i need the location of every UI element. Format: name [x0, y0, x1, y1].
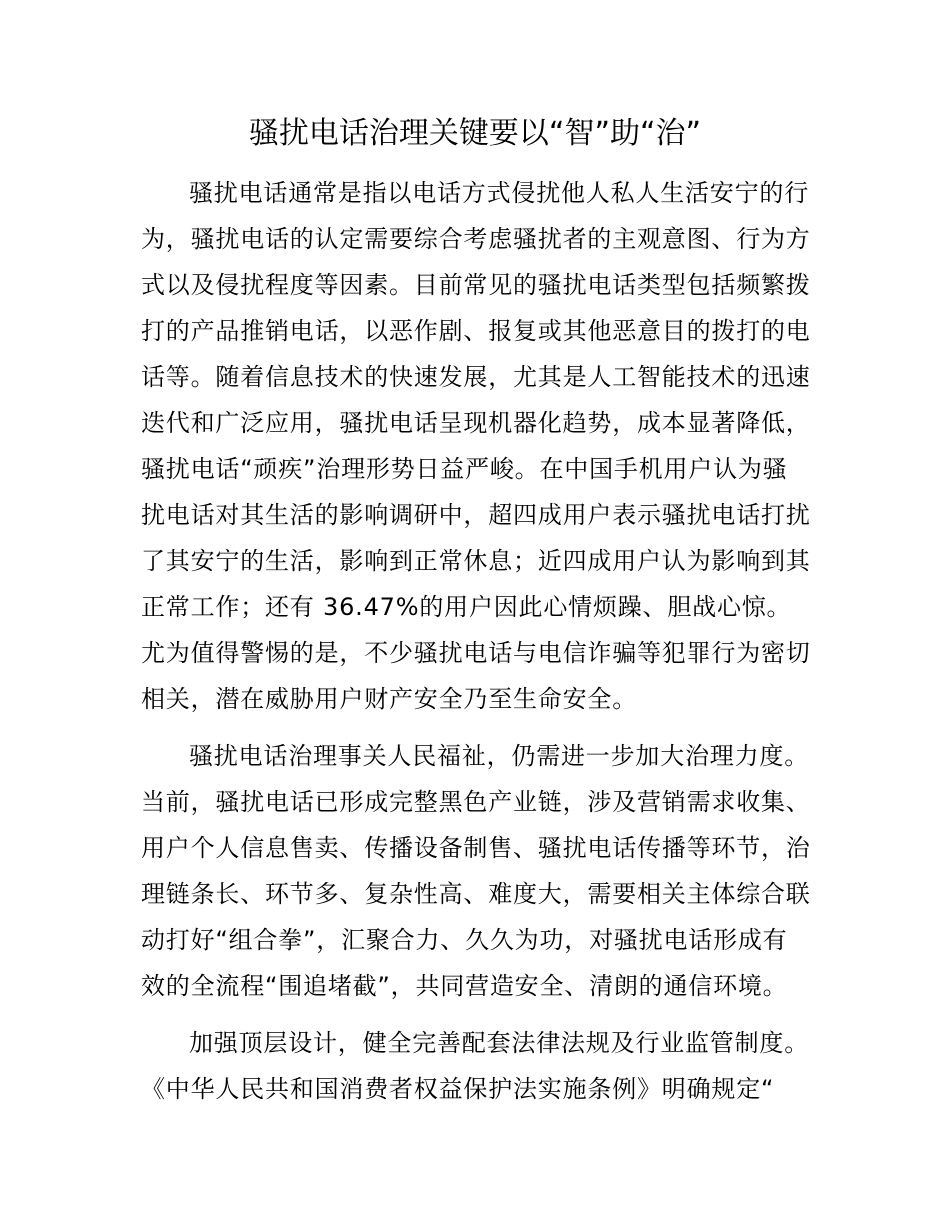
text-line: 尤为值得警惕的是，不少骚扰电话与电信诈骗等犯罪行为密切	[141, 639, 811, 667]
paragraph-3	[141, 1020, 821, 1112]
text-line: 用户个人信息售卖、传播设备制售、骚扰电话传播等环节，治	[141, 834, 811, 862]
text-line: 话等。随着信息技术的快速发展，尤其是人工智能技术的迅速	[141, 363, 811, 391]
text-line: 动打好“组合拳”，汇聚合力、久久为功，对骚扰电话形成有	[141, 926, 788, 954]
text-line: 当前，骚扰电话已形成完整黑色产业链，涉及营销需求收集、	[141, 788, 811, 816]
text-line: 相关，潜在威胁用户财产安全乃至生命安全。	[141, 685, 637, 713]
text-line: 加强顶层设计，健全完善配套法律法规及行业监管制度。	[189, 1029, 809, 1057]
text-line: 打的产品推销电话，以恶作剧、报复或其他恶意目的拨打的电	[141, 317, 811, 345]
document-title: 骚扰电话治理关键要以“智”助“治”	[248, 116, 702, 151]
text-line: 骚扰电话“顽疾”治理形势日益严峻。在中国手机用户认为骚	[141, 455, 788, 483]
text-line: 扰电话对其生活的影响调研中，超四成用户表示骚扰电话打扰	[141, 501, 811, 529]
paragraph-1	[141, 170, 821, 722]
text-line: 《中华人民共和国消费者权益保护法实施条例》明确规定“	[141, 1075, 775, 1103]
text-line: 理链条长、环节多、复杂性高、难度大，需要相关主体综合联	[141, 880, 811, 908]
text-line: 正常工作；还有 36.47%的用户因此心情烦躁、胆战心惊。	[141, 593, 792, 621]
document-body	[141, 170, 821, 1112]
paragraph-spacing	[141, 1009, 821, 1020]
text-line: 迭代和广泛应用，骚扰电话呈现机器化趋势，成本显著降低，	[141, 409, 811, 437]
paragraph-spacing	[141, 722, 821, 733]
text-line: 式以及侵扰程度等因素。目前常见的骚扰电话类型包括频繁拨	[141, 271, 811, 299]
text-line: 了其安宁的生活，影响到正常休息；近四成用户认为影响到其	[141, 547, 811, 575]
text-line: 效的全流程“围追堵截”，共同营造安全、清朗的通信环境。	[141, 972, 788, 1000]
text-line: 骚扰电话治理事关人民福祉，仍需进一步加大治理力度。	[189, 742, 809, 770]
text-line: 为，骚扰电话的认定需要综合考虑骚扰者的主观意图、行为方	[141, 225, 811, 253]
text-line: 骚扰电话通常是指以电话方式侵扰他人私人生活安宁的行	[189, 179, 809, 207]
paragraph-2	[141, 733, 821, 1009]
